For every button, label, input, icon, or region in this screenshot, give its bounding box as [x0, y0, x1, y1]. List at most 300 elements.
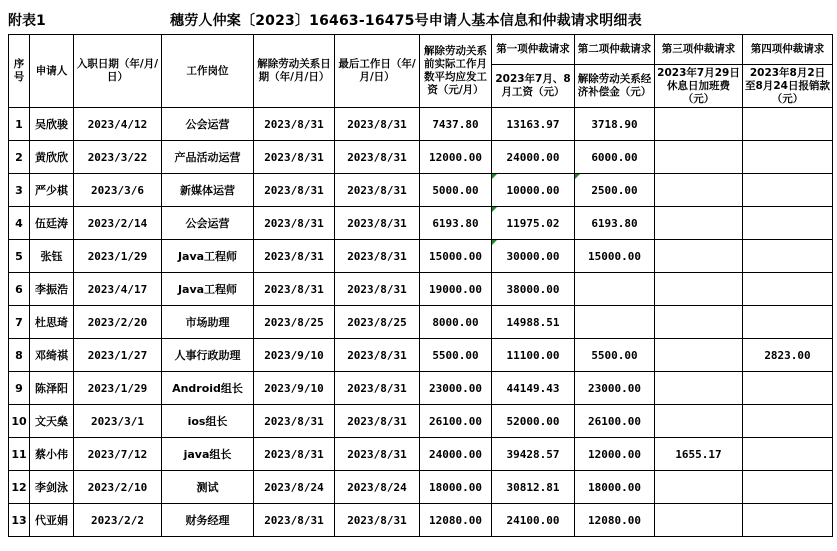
cell-claim1[interactable] [492, 405, 575, 438]
cell-applicant-value: 黄欣欣 [35, 151, 68, 164]
cell-last-work-date[interactable] [335, 306, 420, 339]
cell-seq[interactable] [9, 108, 30, 141]
cell-claim4[interactable] [743, 339, 833, 372]
cell-claim1-value: 24100.00 [506, 513, 560, 527]
table-row [9, 174, 833, 207]
cell-seq[interactable] [9, 240, 30, 273]
cell-claim2[interactable] [575, 306, 655, 339]
cell-termination-date[interactable] [254, 273, 335, 306]
cell-claim2-value: 23000.00 [588, 381, 641, 395]
claim2-title: 第二项仲裁请求 [575, 35, 654, 65]
claim1-subtitle: 2023年7月、8月工资（元） [495, 73, 571, 98]
cell-claim3[interactable] [655, 108, 743, 141]
cell-position-value: 市场助理 [185, 316, 230, 329]
cell-termination-date[interactable] [254, 339, 335, 372]
cell-applicant[interactable] [30, 207, 74, 240]
cell-hire-date-value: 2023/2/14 [87, 216, 148, 230]
cell-termination-date-value: 2023/8/31 [264, 282, 324, 296]
cell-claim1-value: 11100.00 [506, 348, 560, 362]
sheet-header [0, 0, 837, 34]
col-header-position[interactable]: 工作岗位 [162, 35, 254, 108]
cell-applicant-value: 蔡小伟 [35, 448, 68, 461]
cell-claim4[interactable] [743, 372, 833, 405]
cell-position-value: Java工程师 [177, 283, 238, 296]
cell-claim4[interactable] [743, 174, 833, 207]
cell-termination-date[interactable] [254, 504, 335, 537]
cell-last-work-date-value: 2023/8/31 [347, 183, 407, 197]
cell-claim3[interactable] [655, 273, 743, 306]
cell-avg-wage[interactable] [420, 339, 492, 372]
cell-seq[interactable] [9, 372, 30, 405]
cell-claim1[interactable] [492, 339, 575, 372]
col-header-seq[interactable]: 序号 [9, 35, 30, 108]
cell-position[interactable] [162, 471, 254, 504]
cell-avg-wage[interactable] [420, 207, 492, 240]
cell-claim2[interactable] [575, 405, 655, 438]
cell-position-value: 公会运营 [185, 118, 230, 131]
cell-applicant-value: 李剑泳 [35, 481, 68, 494]
cell-last-work-date[interactable] [335, 372, 420, 405]
cell-applicant-value: 张钰 [40, 250, 63, 263]
cell-claim2-value: 2500.00 [591, 183, 638, 197]
cell-applicant-value: 李振浩 [35, 283, 68, 296]
cell-seq-value: 1 [15, 117, 23, 131]
cell-avg-wage[interactable] [420, 108, 492, 141]
cell-seq[interactable] [9, 504, 30, 537]
table-row [9, 339, 833, 372]
cell-hire-date-value: 2023/4/12 [87, 117, 148, 131]
cell-claim1-value: 52000.00 [506, 414, 560, 428]
cell-claim1[interactable] [492, 504, 575, 537]
cell-seq[interactable] [9, 207, 30, 240]
cell-termination-date-value: 2023/8/31 [264, 216, 324, 230]
cell-position-value: 测试 [196, 481, 219, 494]
cell-position[interactable] [162, 141, 254, 174]
cell-applicant[interactable] [30, 141, 74, 174]
cell-last-work-date[interactable] [335, 273, 420, 306]
cell-hire-date[interactable] [74, 306, 162, 339]
cell-position-value: java组长 [183, 448, 232, 461]
cell-applicant[interactable] [30, 405, 74, 438]
cell-last-work-date[interactable] [335, 339, 420, 372]
cell-hire-date-value: 2023/1/29 [87, 381, 148, 395]
cell-last-work-date-value: 2023/8/31 [347, 282, 407, 296]
cell-termination-date-value: 2023/8/31 [264, 150, 324, 164]
cell-position[interactable] [162, 174, 254, 207]
cell-seq[interactable] [9, 405, 30, 438]
cell-avg-wage[interactable] [420, 240, 492, 273]
cell-claim1[interactable] [492, 438, 575, 471]
col-header-claim3[interactable] [655, 35, 743, 108]
col-header-termination-date[interactable]: 解除劳动关系日期（年/月/日） [254, 35, 335, 108]
cell-avg-wage-value: 7437.80 [432, 117, 479, 131]
cell-position-value: 产品活动运营 [174, 151, 241, 164]
cell-applicant[interactable] [30, 372, 74, 405]
cell-last-work-date-value: 2023/8/31 [347, 348, 407, 362]
cell-applicant-value: 文天燊 [35, 415, 68, 428]
claim3-subtitle: 2023年7月29日休息日加班费（元） [657, 66, 740, 105]
cell-hire-date[interactable] [74, 174, 162, 207]
cell-applicant-value: 伍廷涛 [35, 217, 68, 230]
comment-marker-icon [492, 240, 497, 245]
cell-avg-wage-value: 12000.00 [429, 150, 482, 164]
cell-applicant-value: 吴欣骏 [35, 118, 68, 131]
cell-position[interactable] [162, 504, 254, 537]
cell-claim1[interactable] [492, 108, 575, 141]
cell-hire-date[interactable] [74, 504, 162, 537]
cell-position[interactable] [162, 438, 254, 471]
cell-last-work-date[interactable] [335, 471, 420, 504]
cell-seq-value: 7 [15, 315, 23, 329]
cell-claim3[interactable] [655, 504, 743, 537]
cell-claim2[interactable] [575, 438, 655, 471]
cell-termination-date[interactable] [254, 108, 335, 141]
cell-avg-wage[interactable] [420, 174, 492, 207]
cell-claim2-value: 15000.00 [588, 249, 641, 263]
cell-last-work-date[interactable] [335, 504, 420, 537]
cell-termination-date[interactable] [254, 141, 335, 174]
comment-marker-icon [492, 174, 497, 179]
cell-claim4[interactable] [743, 405, 833, 438]
claim1-title: 第一项仲裁请求 [492, 35, 574, 65]
cell-avg-wage-value: 15000.00 [429, 249, 482, 263]
cell-claim1-value: 38000.00 [506, 282, 560, 296]
cell-hire-date[interactable] [74, 471, 162, 504]
cell-seq-value: 5 [15, 249, 23, 263]
cell-claim3[interactable] [655, 306, 743, 339]
cell-claim3[interactable] [655, 207, 743, 240]
cell-claim1-value: 10000.00 [506, 183, 560, 197]
cell-claim2[interactable] [575, 372, 655, 405]
cell-claim4-value: 2823.00 [764, 348, 811, 362]
cell-seq-value: 13 [11, 513, 27, 527]
cell-termination-date-value: 2023/8/31 [264, 117, 324, 131]
cell-last-work-date[interactable] [335, 240, 420, 273]
cell-claim1[interactable] [492, 306, 575, 339]
cell-last-work-date[interactable] [335, 438, 420, 471]
cell-applicant-value: 邓绮祺 [35, 349, 68, 362]
cell-claim2[interactable] [575, 471, 655, 504]
cell-hire-date-value: 2023/1/29 [87, 249, 148, 263]
cell-avg-wage-value: 18000.00 [429, 480, 482, 494]
cell-seq[interactable] [9, 306, 30, 339]
cell-hire-date-value: 2023/3/1 [91, 414, 144, 428]
col-header-last-work-date[interactable]: 最后工作日（年/月/日） [335, 35, 420, 108]
cell-hire-date-value: 2023/7/12 [87, 447, 148, 461]
table-body [9, 108, 833, 537]
cell-position[interactable] [162, 108, 254, 141]
cell-termination-date-value: 2023/8/31 [264, 414, 324, 428]
cell-claim3-value: 1655.17 [675, 447, 722, 461]
cell-claim2[interactable] [575, 174, 655, 207]
cell-avg-wage-value: 6193.80 [432, 216, 479, 230]
cell-seq[interactable] [9, 339, 30, 372]
cell-claim1-value: 44149.43 [506, 381, 560, 395]
cell-position-value: 人事行政助理 [174, 349, 241, 362]
cell-last-work-date[interactable] [335, 405, 420, 438]
cell-seq[interactable] [9, 471, 30, 504]
cell-avg-wage-value: 5500.00 [432, 348, 479, 362]
cell-applicant[interactable] [30, 108, 74, 141]
cell-last-work-date[interactable] [335, 141, 420, 174]
cell-claim1-value: 24000.00 [506, 150, 560, 164]
cell-claim4[interactable] [743, 471, 833, 504]
cell-hire-date-value: 2023/2/10 [87, 480, 148, 494]
cell-position-value: ios组长 [187, 415, 228, 428]
header-row [9, 35, 833, 108]
cell-claim1-value: 14988.51 [506, 315, 560, 329]
cell-claim3[interactable] [655, 438, 743, 471]
table-row [9, 306, 833, 339]
cell-claim3[interactable] [655, 471, 743, 504]
cell-avg-wage-value: 24000.00 [429, 447, 482, 461]
claim4-subtitle: 2023年8月2日至8月24日报销款（元） [745, 66, 830, 105]
cell-claim2-value: 6193.80 [591, 216, 638, 230]
cell-claim3[interactable] [655, 174, 743, 207]
cell-claim1[interactable] [492, 471, 575, 504]
cell-avg-wage-value: 26100.00 [429, 414, 482, 428]
col-header-claim1[interactable] [492, 35, 575, 108]
cell-claim2[interactable] [575, 240, 655, 273]
cell-claim4[interactable] [743, 240, 833, 273]
cell-hire-date-value: 2023/2/20 [87, 315, 148, 329]
attachment-label: 附表1 [8, 13, 46, 29]
cell-seq-value: 2 [15, 150, 23, 164]
cell-seq[interactable] [9, 141, 30, 174]
cell-hire-date[interactable] [74, 273, 162, 306]
cell-applicant[interactable] [30, 504, 74, 537]
cell-claim2-value: 6000.00 [591, 150, 638, 164]
cell-last-work-date[interactable] [335, 207, 420, 240]
cell-avg-wage[interactable] [420, 438, 492, 471]
table-row [9, 504, 833, 537]
cell-hire-date[interactable] [74, 108, 162, 141]
cell-termination-date-value: 2023/9/10 [264, 381, 324, 395]
cell-termination-date[interactable] [254, 372, 335, 405]
cell-claim2-value: 5500.00 [591, 348, 638, 362]
cell-last-work-date-value: 2023/8/31 [347, 249, 407, 263]
cell-applicant[interactable] [30, 339, 74, 372]
cell-avg-wage-value: 19000.00 [429, 282, 482, 296]
cell-seq[interactable] [9, 174, 30, 207]
col-header-hire-date[interactable]: 入职日期（年/月/日） [74, 35, 162, 108]
cell-claim4[interactable] [743, 504, 833, 537]
table-row [9, 372, 833, 405]
cell-seq-value: 4 [15, 216, 23, 230]
cell-claim2[interactable] [575, 273, 655, 306]
comment-marker-icon [492, 207, 497, 212]
cell-termination-date[interactable] [254, 405, 335, 438]
cell-applicant-value: 代亚娟 [35, 514, 68, 527]
cell-claim4[interactable] [743, 207, 833, 240]
cell-avg-wage[interactable] [420, 405, 492, 438]
cell-last-work-date-value: 2023/8/31 [347, 513, 407, 527]
cell-claim1[interactable] [492, 174, 575, 207]
cell-hire-date-value: 2023/3/6 [91, 183, 144, 197]
cell-avg-wage-value: 8000.00 [432, 315, 479, 329]
table-row [9, 405, 833, 438]
cell-claim2[interactable] [575, 504, 655, 537]
cell-claim1[interactable] [492, 372, 575, 405]
cell-applicant[interactable] [30, 240, 74, 273]
cell-last-work-date-value: 2023/8/31 [347, 117, 407, 131]
col-header-avg-wage[interactable]: 解除劳动关系前实际工作月数平均应发工资（元/月） [420, 35, 492, 108]
cell-last-work-date-value: 2023/8/25 [347, 315, 407, 329]
table-row [9, 141, 833, 174]
cell-claim1-value: 39428.57 [506, 447, 560, 461]
cell-termination-date[interactable] [254, 438, 335, 471]
cell-hire-date[interactable] [74, 141, 162, 174]
col-header-name[interactable]: 申请人 [30, 35, 74, 108]
cell-hire-date-value: 2023/2/2 [91, 513, 144, 527]
table-row [9, 108, 833, 141]
cell-claim3[interactable] [655, 339, 743, 372]
cell-last-work-date-value: 2023/8/31 [347, 150, 407, 164]
cell-applicant-value: 杜思琦 [35, 316, 68, 329]
cell-hire-date-value: 2023/4/17 [87, 282, 148, 296]
cell-avg-wage-value: 23000.00 [429, 381, 482, 395]
cell-termination-date-value: 2023/8/25 [264, 315, 324, 329]
table-row [9, 207, 833, 240]
cell-position-value: 财务经理 [185, 514, 230, 527]
cell-claim1[interactable] [492, 207, 575, 240]
cell-seq-value: 10 [11, 414, 27, 428]
comment-marker-icon [575, 174, 580, 179]
cell-claim2[interactable] [575, 339, 655, 372]
cell-termination-date[interactable] [254, 306, 335, 339]
cell-claim4[interactable] [743, 273, 833, 306]
cell-claim2-value: 3718.90 [591, 117, 638, 131]
cell-claim1-value: 30812.81 [506, 480, 560, 494]
cell-applicant[interactable] [30, 174, 74, 207]
cell-avg-wage[interactable] [420, 141, 492, 174]
cell-last-work-date-value: 2023/8/31 [347, 414, 407, 428]
cell-claim1-value: 30000.00 [506, 249, 560, 263]
cell-hire-date[interactable] [74, 240, 162, 273]
cell-claim2-value: 12080.00 [588, 513, 641, 527]
cell-claim3[interactable] [655, 372, 743, 405]
cell-avg-wage[interactable] [420, 306, 492, 339]
cell-last-work-date-value: 2023/8/31 [347, 447, 407, 461]
cell-claim1[interactable] [492, 141, 575, 174]
cell-claim1-value: 11975.02 [506, 216, 560, 230]
cell-hire-date[interactable] [74, 372, 162, 405]
cell-position-value: Java工程师 [177, 250, 238, 263]
cell-seq[interactable] [9, 273, 30, 306]
claim3-title: 第三项仲裁请求 [655, 35, 742, 65]
cell-position[interactable] [162, 240, 254, 273]
cell-termination-date-value: 2023/8/31 [264, 513, 324, 527]
cell-last-work-date[interactable] [335, 108, 420, 141]
cell-seq-value: 9 [15, 381, 23, 395]
col-header-claim4[interactable] [743, 35, 833, 108]
cell-avg-wage-value: 5000.00 [432, 183, 479, 197]
cell-termination-date-value: 2023/8/31 [264, 249, 324, 263]
cell-termination-date-value: 2023/8/31 [264, 183, 324, 197]
cell-position[interactable] [162, 273, 254, 306]
table-row [9, 438, 833, 471]
cell-claim3[interactable] [655, 405, 743, 438]
cell-position[interactable] [162, 306, 254, 339]
cell-applicant[interactable] [30, 306, 74, 339]
table-row [9, 240, 833, 273]
cell-claim2[interactable] [575, 207, 655, 240]
cell-hire-date[interactable] [74, 207, 162, 240]
cell-seq[interactable] [9, 438, 30, 471]
cell-position-value: Android组长 [172, 382, 243, 395]
cell-avg-wage[interactable] [420, 372, 492, 405]
cell-termination-date-value: 2023/8/24 [264, 480, 324, 494]
cell-position-value: 公会运营 [185, 217, 230, 230]
claims-table [8, 34, 833, 537]
cell-applicant[interactable] [30, 438, 74, 471]
cell-seq-value: 8 [15, 348, 23, 362]
cell-termination-date[interactable] [254, 471, 335, 504]
cell-termination-date-value: 2023/8/31 [264, 447, 324, 461]
cell-avg-wage[interactable] [420, 504, 492, 537]
cell-position[interactable] [162, 405, 254, 438]
cell-last-work-date[interactable] [335, 174, 420, 207]
cell-claim2-value: 26100.00 [588, 414, 641, 428]
cell-termination-date[interactable] [254, 207, 335, 240]
cell-last-work-date-value: 2023/8/31 [347, 381, 407, 395]
cell-claim4[interactable] [743, 306, 833, 339]
table-row [9, 273, 833, 306]
cell-last-work-date-value: 2023/8/31 [347, 216, 407, 230]
cell-position[interactable] [162, 207, 254, 240]
cell-applicant-value: 严少棋 [35, 184, 68, 197]
cell-last-work-date-value: 2023/8/24 [347, 480, 407, 494]
claim2-subtitle: 解除劳动关系经济补偿金（元） [577, 73, 652, 98]
cell-position[interactable] [162, 339, 254, 372]
cell-hire-date[interactable] [74, 339, 162, 372]
cell-claim4[interactable] [743, 438, 833, 471]
cell-hire-date[interactable] [74, 405, 162, 438]
col-header-claim2[interactable] [575, 35, 655, 108]
cell-seq-value: 3 [15, 183, 23, 197]
claim4-title: 第四项仲裁请求 [743, 35, 832, 65]
cell-avg-wage[interactable] [420, 273, 492, 306]
cell-claim2[interactable] [575, 108, 655, 141]
cell-claim1-value: 13163.97 [506, 117, 560, 131]
cell-applicant[interactable] [30, 273, 74, 306]
cell-termination-date[interactable] [254, 240, 335, 273]
cell-avg-wage[interactable] [420, 471, 492, 504]
table-row [9, 471, 833, 504]
cell-position-value: 新媒体运营 [180, 184, 235, 197]
cell-claim1[interactable] [492, 273, 575, 306]
cell-termination-date[interactable] [254, 174, 335, 207]
cell-hire-date-value: 2023/3/22 [87, 150, 148, 164]
cell-position[interactable] [162, 372, 254, 405]
cell-termination-date-value: 2023/9/10 [264, 348, 324, 362]
cell-hire-date-value: 2023/1/27 [87, 348, 148, 362]
cell-claim2[interactable] [575, 141, 655, 174]
cell-hire-date[interactable] [74, 438, 162, 471]
cell-claim2-value: 18000.00 [588, 480, 641, 494]
cell-seq-value: 11 [11, 447, 27, 461]
cell-seq-value: 6 [15, 282, 23, 296]
cell-applicant[interactable] [30, 471, 74, 504]
cell-claim3[interactable] [655, 240, 743, 273]
cell-claim4[interactable] [743, 108, 833, 141]
cell-claim1[interactable] [492, 240, 575, 273]
cell-claim2-value: 12000.00 [588, 447, 641, 461]
cell-claim4[interactable] [743, 141, 833, 174]
cell-applicant-value: 陈泽阳 [35, 382, 68, 395]
cell-claim3[interactable] [655, 141, 743, 174]
cell-seq-value: 12 [11, 480, 27, 494]
